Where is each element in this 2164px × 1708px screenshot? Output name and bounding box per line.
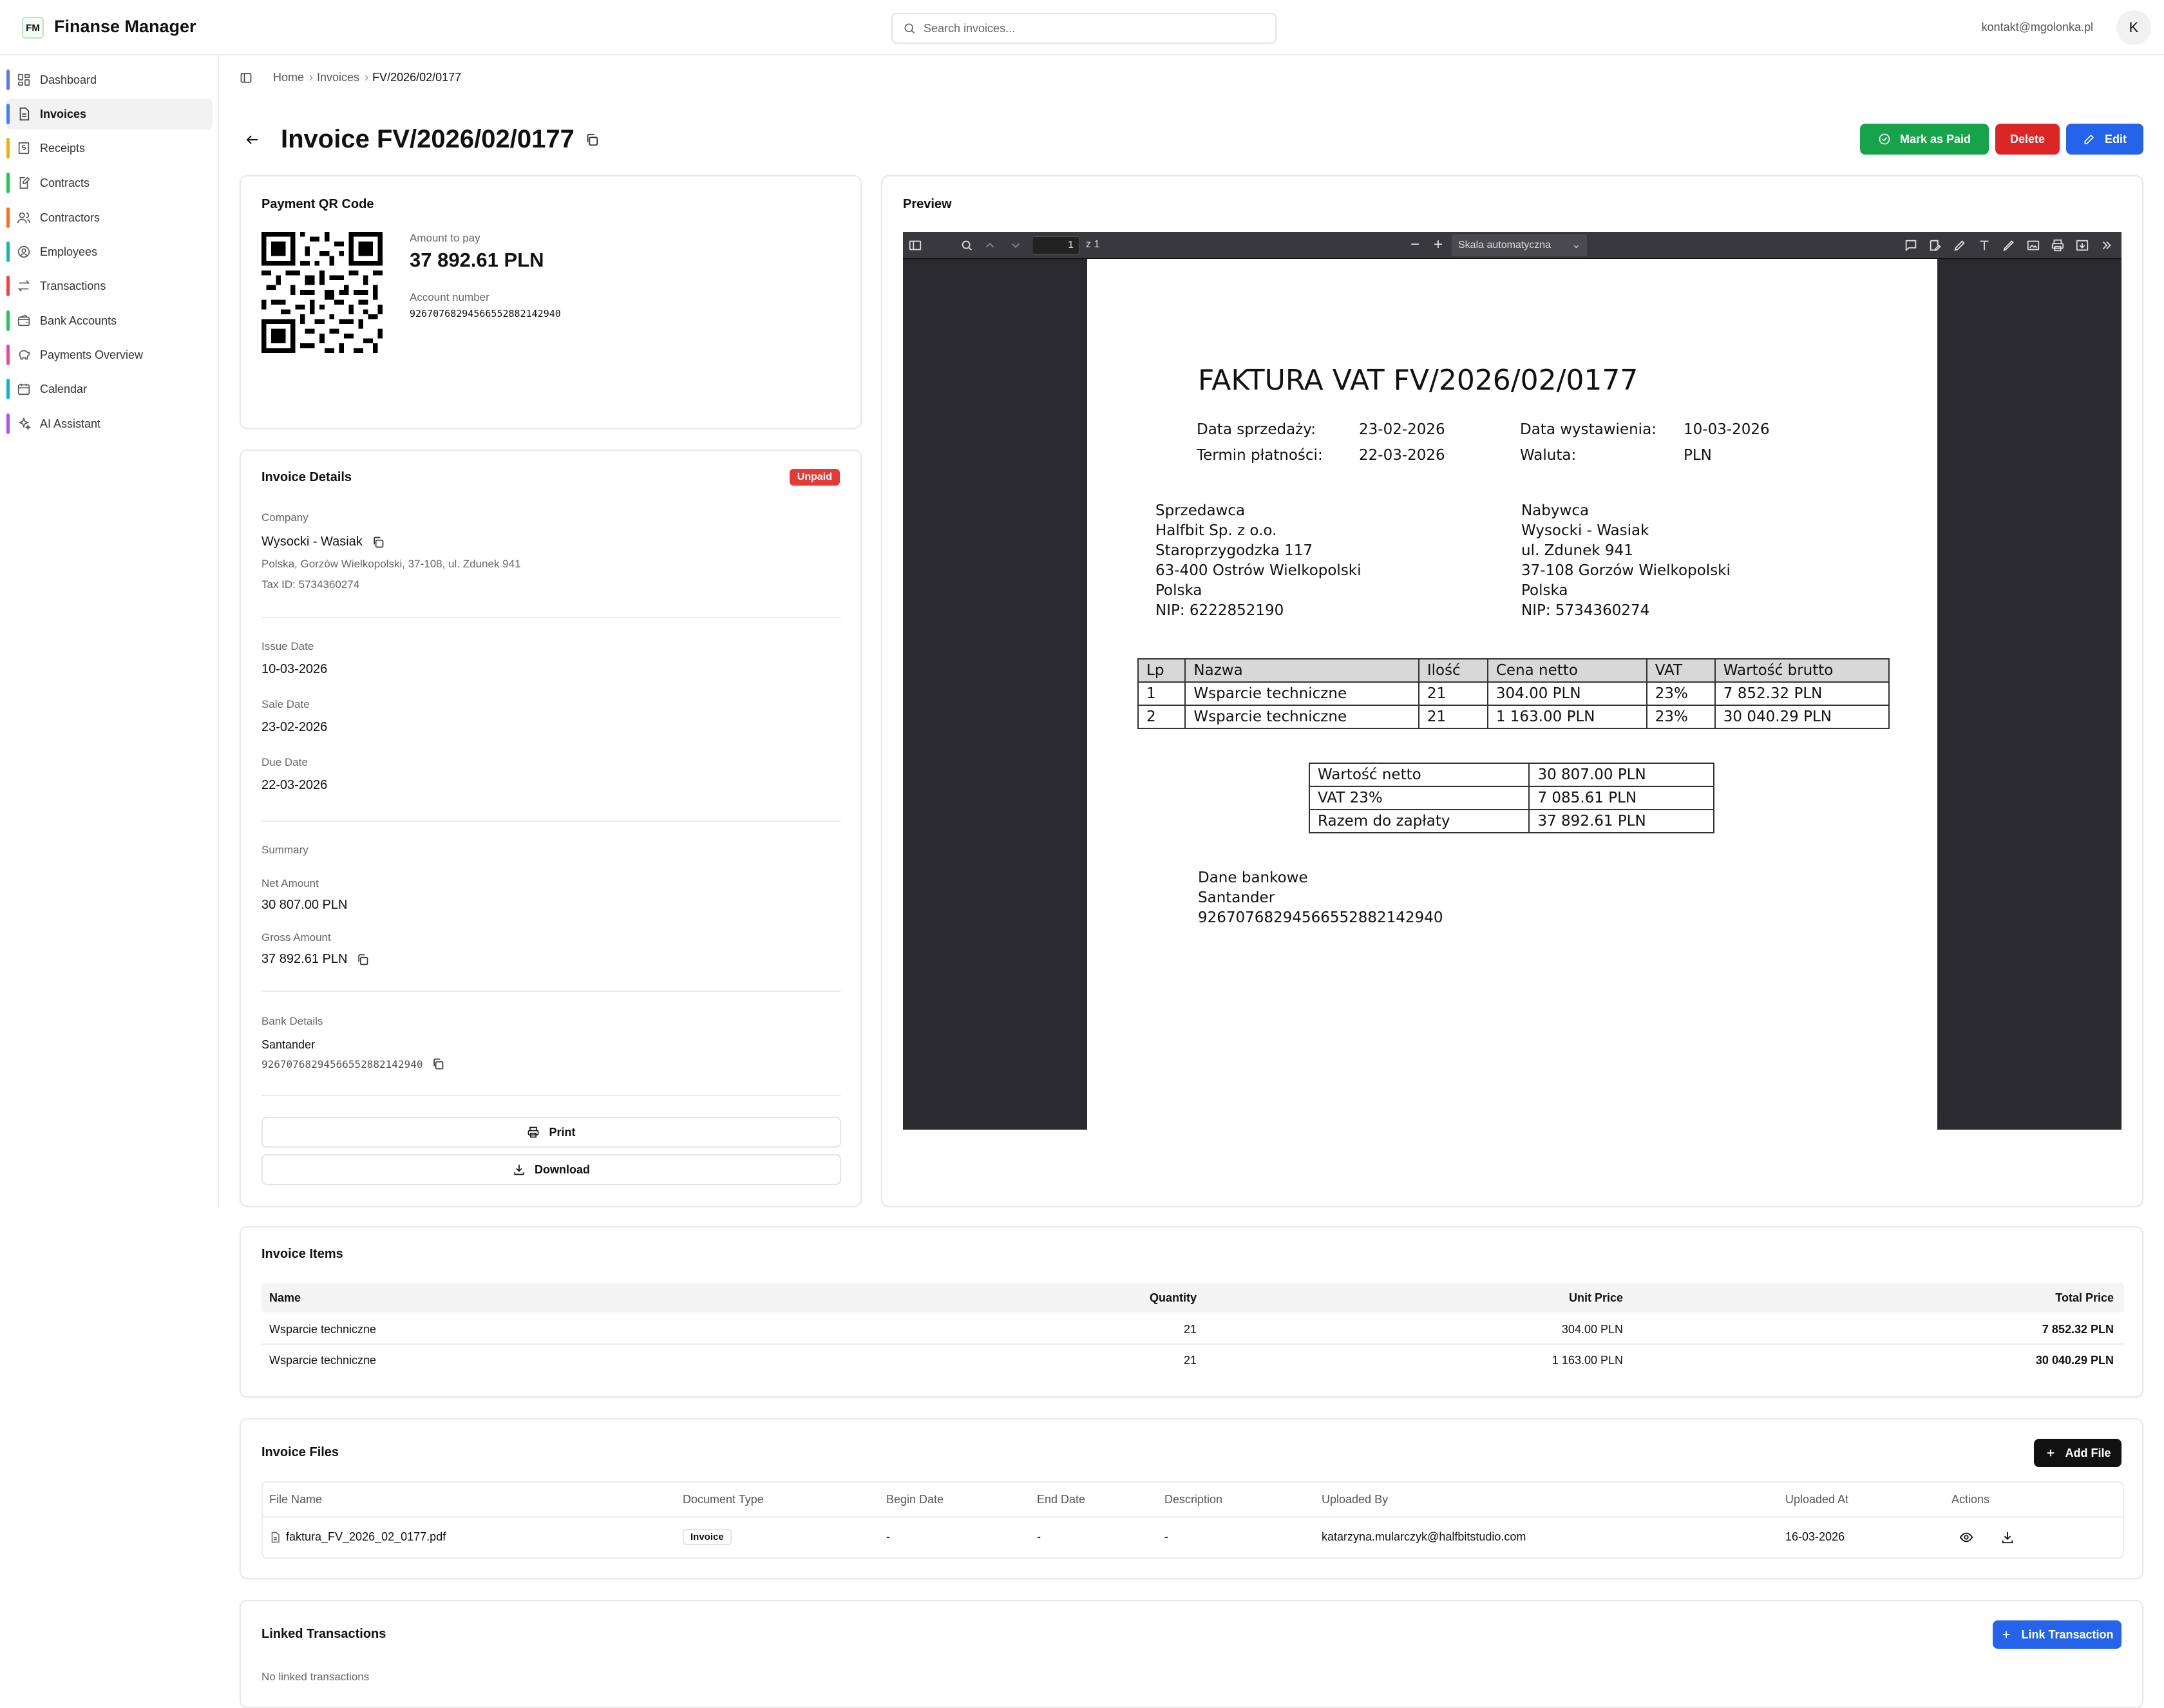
- print-button[interactable]: [261, 1117, 841, 1148]
- download-button[interactable]: [261, 1154, 841, 1185]
- sidebar-item-bank-accounts[interactable]: [6, 305, 213, 336]
- add-file-label: Add File: [2065, 1446, 2111, 1459]
- breadcrumb: [240, 71, 461, 84]
- doc-cell: 1: [1138, 682, 1185, 705]
- zoom-in-icon[interactable]: +: [1434, 236, 1443, 253]
- column-header: Begin Date: [886, 1493, 944, 1506]
- bank-account-value: 92670768294566552882142940: [261, 1058, 423, 1070]
- doc-cell: 21: [1419, 705, 1488, 728]
- document-type-badge: Invoice: [683, 1529, 732, 1545]
- divider: [261, 1516, 2124, 1517]
- breadcrumb-home[interactable]: Home: [273, 71, 305, 84]
- description: -: [1164, 1530, 1168, 1543]
- edit-button[interactable]: [2066, 124, 2143, 155]
- column-header: File Name: [269, 1493, 323, 1506]
- contract-icon: [17, 176, 31, 190]
- user-email: kontakt@mgolonka.pl: [1981, 21, 2093, 33]
- users-icon: [17, 211, 31, 225]
- column-header: Actions: [1951, 1493, 1990, 1506]
- doc-buyer-line: ul. Zdunek 941: [1521, 542, 1633, 559]
- doc-buyer-line: Wysocki - Wasiak: [1521, 522, 1649, 539]
- payment-qr-card: [240, 175, 862, 429]
- save-icon[interactable]: [2075, 238, 2089, 252]
- doc-sale-date: 23-02-2026: [1359, 421, 1445, 438]
- column-header: Name: [269, 1291, 301, 1304]
- link-transaction-label: Link Transaction: [2021, 1627, 2114, 1641]
- doc-cell: 304.00 PLN: [1488, 682, 1647, 705]
- file-name[interactable]: [269, 1530, 446, 1544]
- top-bar: [0, 0, 2164, 55]
- doc-buyer-line: Polska: [1521, 582, 1568, 599]
- copy-icon[interactable]: [372, 536, 384, 549]
- doc-totals-row: [1309, 810, 1714, 833]
- divider: [261, 1343, 2124, 1345]
- pdf-toolbar: [903, 232, 2121, 259]
- preview-card: [881, 175, 2143, 1207]
- doc-cell: 23%: [1647, 705, 1715, 728]
- zoom-out-icon[interactable]: −: [1410, 236, 1420, 253]
- divider: [261, 617, 841, 618]
- copy-icon[interactable]: [432, 1058, 444, 1070]
- doc-currency-label: Waluta:: [1520, 447, 1577, 464]
- doc-buyer: [1521, 501, 1731, 621]
- doc-header-cell: Wartość brutto: [1715, 659, 1889, 682]
- doc-sale-date-label: Data sprzedaży:: [1197, 421, 1316, 438]
- sale-date-label: Sale Date: [261, 698, 310, 710]
- add-file-button[interactable]: [2034, 1439, 2121, 1467]
- sidebar-item-transactions[interactable]: [6, 270, 213, 301]
- invoice-items-card: [240, 1226, 2143, 1398]
- doc-issue-date: 10-03-2026: [1684, 421, 1770, 438]
- doc-cell: Wsparcie techniczne: [1185, 682, 1418, 705]
- sidebar-item-label: Employees: [40, 245, 98, 258]
- doc-header-cell: Ilość: [1419, 659, 1488, 682]
- sidebar-item-label: Invoices: [40, 107, 87, 120]
- begin-date: -: [886, 1530, 890, 1543]
- table-cell: 304.00 PLN: [1561, 1323, 1623, 1336]
- doc-items-row: [1138, 705, 1889, 728]
- card-title: Invoice Details: [261, 470, 352, 484]
- due-date-label: Due Date: [261, 756, 308, 768]
- bank-details-label: Bank Details: [261, 1015, 323, 1027]
- account-label: Account number: [410, 291, 489, 303]
- doc-cell: 23%: [1647, 682, 1715, 705]
- sidebar-item-label: Dashboard: [40, 73, 97, 86]
- sidebar-item-ai-assistant[interactable]: [6, 408, 213, 439]
- text-icon[interactable]: [1977, 238, 1991, 252]
- piggy-bank-icon: [17, 348, 31, 362]
- user-circle-icon: [17, 245, 31, 259]
- summary-label: Summary: [261, 844, 308, 856]
- search-placeholder: Search invoices...: [924, 21, 1016, 35]
- doc-buyer-line: Nabywca: [1521, 502, 1590, 519]
- doc-title: FAKTURA VAT FV/2026/02/0177: [1198, 364, 1638, 397]
- table-cell: 21: [1183, 1323, 1197, 1336]
- sidebar-item-label: Bank Accounts: [40, 314, 117, 327]
- doc-cell: 30 807.00 PLN: [1529, 763, 1714, 786]
- page-count: z 1: [1086, 239, 1100, 250]
- search-icon: [903, 22, 916, 35]
- download-icon[interactable]: [2000, 1530, 2015, 1544]
- qr-code-icon: [261, 232, 383, 353]
- download-icon: [513, 1163, 526, 1176]
- uploaded-by: katarzyna.mularczyk@halfbitstudio.com: [1322, 1530, 1526, 1543]
- sidebar-item-receipts[interactable]: [6, 133, 213, 164]
- doc-items-header: [1138, 659, 1889, 682]
- bank-name: Santander: [261, 1038, 316, 1051]
- doc-seller-line: NIP: 6222852190: [1155, 602, 1284, 619]
- sidebar-item-calendar[interactable]: [6, 374, 213, 404]
- uploaded-at: 16-03-2026: [1785, 1530, 1845, 1543]
- amount-value: 37 892.61 PLN: [410, 249, 544, 271]
- end-date: -: [1037, 1530, 1041, 1543]
- chevron-right-icon: ›: [309, 71, 314, 84]
- column-header: Total Price: [2055, 1291, 2114, 1304]
- divider: [261, 821, 841, 822]
- column-header: End Date: [1037, 1493, 1086, 1506]
- app-title[interactable]: Finanse Manager: [54, 17, 196, 36]
- doc-cell: Razem do zapłaty: [1309, 810, 1529, 833]
- doc-due: 22-03-2026: [1359, 447, 1445, 464]
- doc-seller-line: 63-400 Ostrów Wielkopolski: [1155, 562, 1362, 579]
- wallet-icon: [17, 314, 31, 328]
- sidebar-item-label: Calendar: [40, 382, 88, 395]
- column-header: Quantity: [1149, 1291, 1197, 1304]
- column-header: Uploaded At: [1785, 1493, 1849, 1506]
- image-icon[interactable]: [2026, 238, 2040, 252]
- chevron-down-icon: ⌄: [1571, 240, 1580, 251]
- amount-label: Amount to pay: [410, 232, 480, 244]
- doc-seller-line: Staroprzygodzka 117: [1155, 542, 1313, 559]
- divider: [261, 1095, 841, 1096]
- file-name-value: faktura_FV_2026_02_0177.pdf: [286, 1530, 446, 1543]
- printer-icon[interactable]: [2051, 238, 2065, 252]
- delete-button[interactable]: [1995, 124, 2060, 155]
- doc-items-row: [1138, 682, 1889, 705]
- doc-cell: VAT 23%: [1309, 786, 1529, 810]
- back-arrow-icon[interactable]: [245, 132, 260, 147]
- doc-issue-date-label: Data wystawienia:: [1520, 421, 1656, 438]
- card-title: Preview: [903, 197, 952, 211]
- doc-cell: 1 163.00 PLN: [1488, 705, 1647, 728]
- doc-header-cell: VAT: [1647, 659, 1715, 682]
- chevron-right-icon: ›: [365, 71, 369, 84]
- edit-label: Edit: [2105, 132, 2127, 146]
- receipt-icon: [17, 141, 31, 155]
- gross-amount-value: 37 892.61 PLN: [261, 952, 348, 966]
- comment-icon[interactable]: [1904, 238, 1918, 252]
- company-address: Polska, Gorzów Wielkopolski, 37-108, ul. Zdunek 941: [261, 558, 521, 570]
- doc-cell: Wartość netto: [1309, 763, 1529, 786]
- sidebar-toggle-icon[interactable]: [240, 71, 252, 84]
- plus-icon: [2000, 1629, 2012, 1640]
- pdf-page: [1087, 259, 1937, 1130]
- doc-seller-line: Sprzedawca: [1155, 502, 1246, 519]
- column-header: Document Type: [683, 1493, 764, 1506]
- card-title: Invoice Items: [261, 1247, 343, 1261]
- sidebar-item-label: Payments Overview: [40, 348, 144, 361]
- doc-due-label: Termin płatności:: [1197, 447, 1323, 464]
- bank-account: [261, 1058, 444, 1070]
- linked-transactions-card: [240, 1600, 2143, 1708]
- net-amount-value: 30 807.00 PLN: [261, 898, 348, 912]
- doc-seller: [1155, 501, 1362, 621]
- column-header: Uploaded By: [1322, 1493, 1389, 1506]
- chevron-down-icon[interactable]: [1009, 238, 1023, 252]
- search-icon[interactable]: [960, 238, 974, 252]
- column-header: Unit Price: [1568, 1291, 1623, 1304]
- due-date-value: 22-03-2026: [261, 778, 328, 792]
- pdf-tools: [1904, 238, 2114, 252]
- highlight-icon[interactable]: [1953, 238, 1967, 252]
- chevron-up-icon[interactable]: [983, 238, 997, 252]
- page-header: [245, 125, 599, 154]
- doc-buyer-line: NIP: 5734360274: [1521, 602, 1650, 619]
- company-label: Company: [261, 511, 308, 524]
- eye-icon[interactable]: [1959, 1530, 1973, 1544]
- empty-state-text: No linked transactions: [261, 1671, 370, 1683]
- table-cell: 7 852.32 PLN: [2042, 1323, 2114, 1336]
- doc-cell: Wsparcie techniczne: [1185, 705, 1418, 728]
- net-amount-label: Net Amount: [261, 877, 319, 889]
- doc-header-cell: Nazwa: [1185, 659, 1418, 682]
- doc-seller-line: Polska: [1155, 582, 1202, 599]
- page-number-input[interactable]: 1: [1032, 236, 1079, 254]
- edit-icon: [2083, 133, 2096, 146]
- gross-amount: [261, 952, 369, 967]
- arrows-icon: [17, 279, 31, 293]
- invoice-icon: [17, 107, 31, 121]
- sparkles-icon: [17, 417, 31, 431]
- status-badge: Unpaid: [790, 469, 840, 486]
- table-cell: Wsparcie techniczne: [269, 1354, 377, 1367]
- dashboard-icon: [17, 73, 31, 87]
- sidebar-item-label: Receipts: [40, 141, 86, 155]
- doc-buyer-line: 37-108 Gorzów Wielkopolski: [1521, 562, 1731, 579]
- download-label: Download: [535, 1162, 590, 1176]
- doc-cell: 21: [1419, 682, 1488, 705]
- issue-date-value: 10-03-2026: [261, 662, 328, 676]
- link-transaction-button[interactable]: [1993, 1620, 2121, 1649]
- doc-bank-line: 92670768294566552882142940: [1198, 909, 1443, 926]
- zoom-value: Skala automatyczna: [1458, 240, 1552, 251]
- check-circle-icon: [1878, 133, 1891, 146]
- doc-items-table: [1137, 658, 1890, 729]
- gross-amount-label: Gross Amount: [261, 931, 331, 944]
- zoom-select[interactable]: [1452, 234, 1587, 256]
- doc-bank: [1198, 868, 1443, 928]
- file-icon: [269, 1532, 281, 1543]
- sidebar-item-payments-overview[interactable]: [6, 339, 213, 370]
- double-chevron-right-icon[interactable]: [2100, 238, 2114, 252]
- mark-as-paid-label: Mark as Paid: [1899, 132, 1971, 146]
- doc-bank-line: Santander: [1198, 889, 1275, 906]
- calendar-icon: [17, 382, 31, 396]
- page-title: Invoice FV/2026/02/0177: [281, 125, 574, 153]
- signature-icon[interactable]: [1928, 238, 1942, 252]
- card-title: Invoice Files: [261, 1445, 339, 1459]
- sidebar-item-employees[interactable]: [6, 236, 213, 267]
- doc-cell: 2: [1138, 705, 1185, 728]
- sidebar: [0, 55, 219, 1208]
- search-input[interactable]: [891, 13, 1277, 44]
- card-title: Linked Transactions: [261, 1627, 386, 1641]
- delete-label: Delete: [2009, 132, 2045, 146]
- sidebar-item-invoices[interactable]: [6, 99, 213, 129]
- company-tax-id: Tax ID: 5734360274: [261, 578, 360, 591]
- divider: [261, 991, 841, 992]
- sidebar-item-dashboard[interactable]: [6, 64, 213, 95]
- doc-header-cell: Cena netto: [1488, 659, 1647, 682]
- table-cell: Wsparcie techniczne: [269, 1323, 377, 1336]
- company-name: [261, 535, 384, 549]
- column-header: Description: [1164, 1493, 1223, 1506]
- doc-totals-row: [1309, 786, 1714, 810]
- sidebar-toggle-icon[interactable]: [908, 238, 922, 252]
- invoice-files-card: [240, 1418, 2143, 1579]
- sidebar-item-label: Transactions: [40, 279, 106, 292]
- doc-cell: 7 085.61 PLN: [1529, 786, 1714, 810]
- copy-icon[interactable]: [356, 953, 369, 966]
- doc-header-cell: Lp: [1138, 659, 1185, 682]
- sale-date-value: 23-02-2026: [261, 720, 328, 734]
- doc-totals-row: [1309, 763, 1714, 786]
- pdf-viewer[interactable]: [903, 232, 2121, 1130]
- avatar[interactable]: K: [2116, 10, 2151, 45]
- doc-cell: 37 892.61 PLN: [1529, 810, 1714, 833]
- sidebar-item-contractors[interactable]: [6, 202, 213, 233]
- doc-totals-table: [1309, 763, 1714, 833]
- table-cell: 30 040.29 PLN: [2035, 1354, 2114, 1367]
- printer-icon: [527, 1126, 540, 1139]
- invoice-details-card: [240, 450, 862, 1207]
- doc-cell: 30 040.29 PLN: [1715, 705, 1889, 728]
- print-label: Print: [549, 1125, 576, 1139]
- doc-seller-line: Halfbit Sp. z o.o.: [1155, 522, 1277, 539]
- doc-bank-line: Dane bankowe: [1198, 869, 1308, 886]
- table-cell: 1 163.00 PLN: [1552, 1354, 1623, 1367]
- company-value: Wysocki - Wasiak: [261, 535, 363, 549]
- breadcrumb-invoices[interactable]: Invoices: [317, 71, 360, 84]
- table-cell: 21: [1183, 1354, 1197, 1367]
- draw-icon[interactable]: [2002, 238, 2016, 252]
- doc-currency: PLN: [1684, 447, 1712, 464]
- plus-icon: [2045, 1447, 2056, 1459]
- app-logo[interactable]: FM: [22, 17, 44, 39]
- sidebar-item-label: Contractors: [40, 211, 100, 224]
- mark-as-paid-button[interactable]: [1860, 124, 1989, 155]
- doc-cell: 7 852.32 PLN: [1715, 682, 1889, 705]
- copy-icon[interactable]: [585, 133, 599, 147]
- sidebar-item-label: Contracts: [40, 176, 90, 189]
- card-title: Payment QR Code: [261, 197, 374, 211]
- breadcrumb-current: FV/2026/02/0177: [372, 71, 462, 84]
- issue-date-label: Issue Date: [261, 640, 314, 652]
- account-value: 92670768294566552882142940: [410, 308, 561, 319]
- sidebar-item-contracts[interactable]: [6, 167, 213, 198]
- sidebar-item-label: AI Assistant: [40, 417, 101, 430]
